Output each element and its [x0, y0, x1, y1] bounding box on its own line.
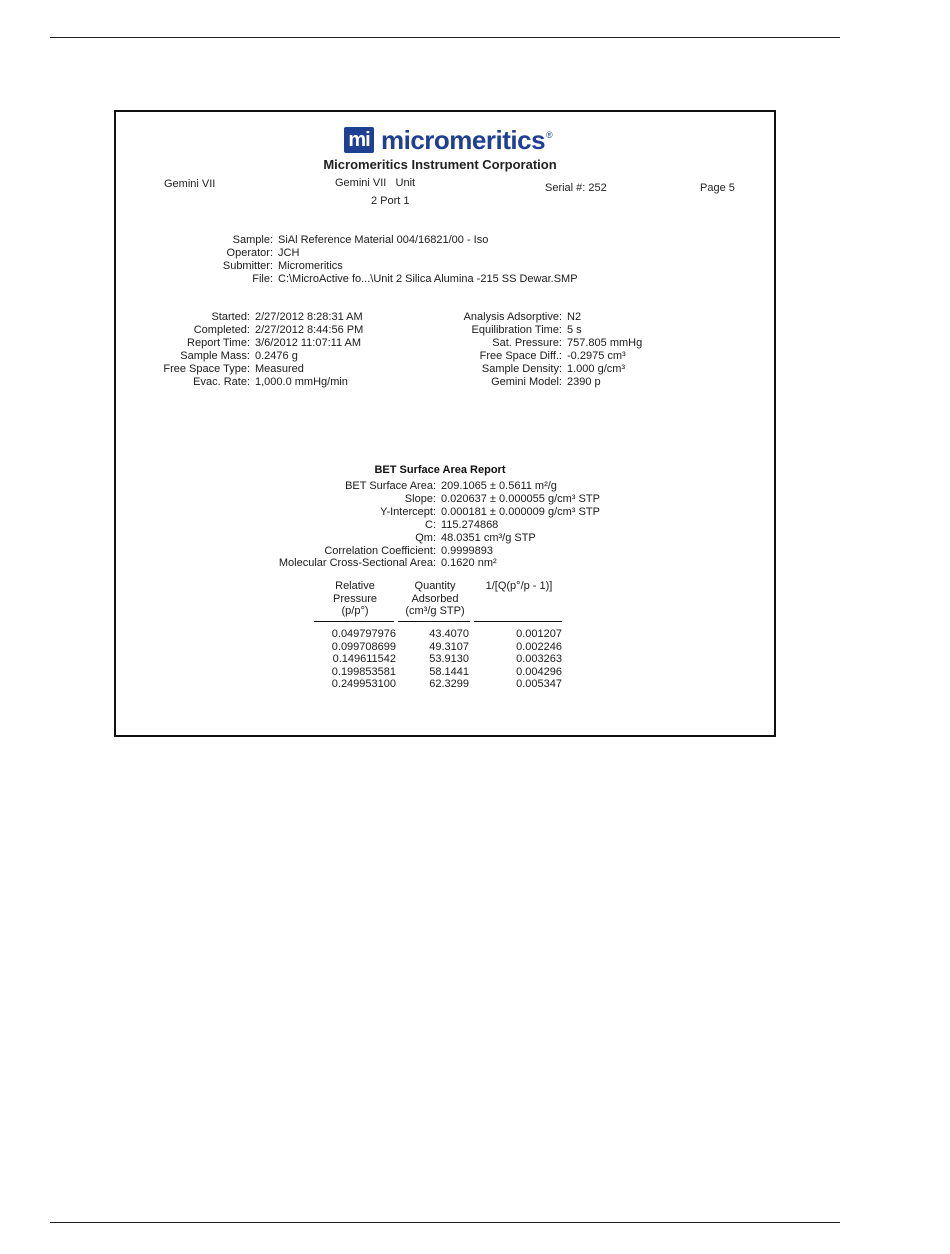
table-cell: 53.9130 [429, 653, 469, 666]
c-constant-row [240, 519, 600, 532]
column-bet-transform [476, 628, 562, 691]
bet-results [240, 480, 600, 570]
table-cell: 0.004296 [516, 665, 562, 678]
header-line: Quantity [414, 580, 456, 592]
field-label: Qm: [415, 531, 436, 544]
field-label: Sample Mass: [180, 349, 250, 362]
bet-report-title: BET Surface Area Report [374, 464, 506, 476]
table-cell: 62.3299 [429, 678, 469, 691]
table-cell: 0.249953100 [331, 678, 396, 691]
field-value: Micromeritics [278, 259, 343, 272]
field-label: Evac. Rate: [193, 375, 250, 388]
field-value: 2/27/2012 8:44:56 PM [255, 323, 364, 336]
completed-row [130, 324, 363, 337]
table-cell: 0.149611542 [332, 653, 396, 666]
sat-pressure-row [420, 337, 642, 350]
field-value: JCH [278, 246, 300, 259]
sample-row [150, 234, 578, 247]
sample-info [150, 234, 578, 286]
field-value: C:\MicroActive fo...\Unit 2 Silica Alumina -215 SS Dewar.SMP [278, 272, 578, 285]
y-intercept-row [240, 506, 600, 519]
field-label: Submitter: [222, 259, 273, 272]
table-cell: 49.3107 [429, 640, 469, 653]
field-value: SiAl Reference Material 004/16821/00 - Iso [278, 234, 489, 246]
field-value: 757.805 mmHg [567, 336, 643, 349]
field-label: Free Space Diff.: [479, 349, 562, 362]
field-label: Equilibration Time: [471, 323, 562, 336]
bet-surface-area-row [240, 480, 600, 493]
field-label: Completed: [193, 323, 250, 336]
logo-mark-icon: mi [344, 127, 374, 153]
column-rule [314, 621, 394, 622]
field-value: 2/27/2012 8:28:31 AM [255, 311, 363, 323]
file-row [150, 273, 578, 286]
column-rule [398, 621, 470, 622]
started-row [130, 311, 363, 324]
field-label: BET Surface Area: [345, 480, 436, 492]
field-label: Slope: [404, 492, 436, 505]
column-quantity-adsorbed [400, 628, 469, 691]
evac-rate-row [130, 376, 363, 389]
field-label: Free Space Type: [163, 362, 250, 375]
gemini-model-row [420, 376, 642, 389]
field-label: C: [425, 518, 436, 531]
table-cell: 0.199853581 [331, 665, 396, 678]
instrument-name: Gemini VII [164, 178, 216, 190]
logo-wordmark: micromeritics [381, 124, 546, 155]
equilibration-row [420, 324, 642, 337]
sample-mass-row [130, 350, 363, 363]
field-value: 209.1065 ± 0.5611 m²/g [441, 480, 557, 492]
field-label: Sample: [232, 234, 273, 246]
field-label: Report Time: [187, 336, 250, 349]
sample-density-row [420, 363, 642, 376]
free-space-type-row [130, 363, 363, 376]
field-value: 0.000181 ± 0.000009 g/cm³ STP [441, 505, 600, 518]
qm-row [240, 532, 600, 545]
field-value: 115.274868 [441, 518, 499, 531]
field-label: Operator: [226, 246, 273, 259]
table-cell: 0.003263 [516, 653, 562, 666]
field-label: File: [252, 272, 273, 285]
correlation-row [240, 545, 600, 558]
run-info-left [130, 311, 363, 388]
field-label: Molecular Cross-Sectional Area: [278, 557, 436, 570]
column-header-quantity-adsorbed [400, 580, 470, 618]
cross-section-row [240, 557, 600, 570]
header-line: (p/p°) [341, 605, 369, 617]
field-label: Sample Density: [481, 362, 562, 375]
registered-mark: ® [546, 130, 553, 140]
unit-line-1: Gemini VII Unit [335, 177, 416, 189]
operator-row [150, 247, 578, 260]
field-value: 0.1620 nm² [441, 557, 497, 570]
table-cell: 58.1441 [429, 665, 469, 678]
field-label: Gemini Model: [491, 375, 562, 388]
micromeritics-logo [344, 126, 553, 154]
field-value: -0.2975 cm³ [567, 349, 626, 362]
column-relative-pressure [314, 628, 396, 691]
header-line: (cm³/g STP) [405, 605, 465, 617]
field-label: Y-Intercept: [380, 505, 436, 518]
column-header-bet-transform [476, 580, 562, 593]
field-label: Analysis Adsorptive: [463, 311, 562, 323]
page-bottom-rule [50, 1222, 840, 1223]
slope-row [240, 493, 600, 506]
field-value: Measured [255, 362, 304, 375]
report-time-row [130, 337, 363, 350]
adsorptive-row [420, 311, 642, 324]
field-label: Sat. Pressure: [492, 336, 562, 349]
field-value: 0.2476 g [255, 349, 298, 362]
table-cell: 0.049797976 [331, 628, 396, 640]
field-value: 1,000.0 mmHg/min [255, 375, 348, 388]
field-value: 5 s [567, 323, 582, 336]
field-value: 0.020637 ± 0.000055 g/cm³ STP [441, 492, 600, 505]
column-header-relative-pressure [314, 580, 396, 618]
unit-line-2: 2 Port 1 [371, 195, 410, 207]
header-line: Relative [335, 580, 375, 592]
table-cell: 0.099708699 [331, 640, 396, 653]
page-top-rule [50, 37, 840, 38]
field-value: 2390 p [567, 375, 601, 388]
field-value: 0.9999893 [441, 544, 493, 557]
header-line: 1/[Q(p°/p - 1)] [485, 580, 553, 592]
field-value: 1.000 g/cm³ [567, 362, 626, 375]
header-line: Pressure [332, 592, 378, 605]
corporation-name: Micromeritics Instrument Corporation [323, 157, 557, 172]
table-cell: 0.005347 [516, 678, 562, 691]
free-space-diff-row [420, 350, 642, 363]
table-cell: 0.001207 [516, 628, 562, 640]
field-value: N2 [567, 311, 582, 323]
submitter-row [150, 260, 578, 273]
page-number: Page 5 [700, 182, 735, 194]
field-value: 3/6/2012 11:07:11 AM [255, 336, 362, 349]
table-cell: 0.002246 [516, 640, 562, 653]
column-rule [474, 621, 562, 622]
field-label: Started: [211, 311, 250, 323]
run-info-right [420, 311, 642, 388]
serial-number: Serial #: 252 [545, 182, 607, 194]
table-cell: 43.4070 [429, 628, 469, 640]
header-line: Adsorbed [411, 592, 459, 605]
field-label: Correlation Coefficient: [324, 544, 436, 557]
field-value: 48.0351 cm³/g STP [441, 531, 536, 544]
